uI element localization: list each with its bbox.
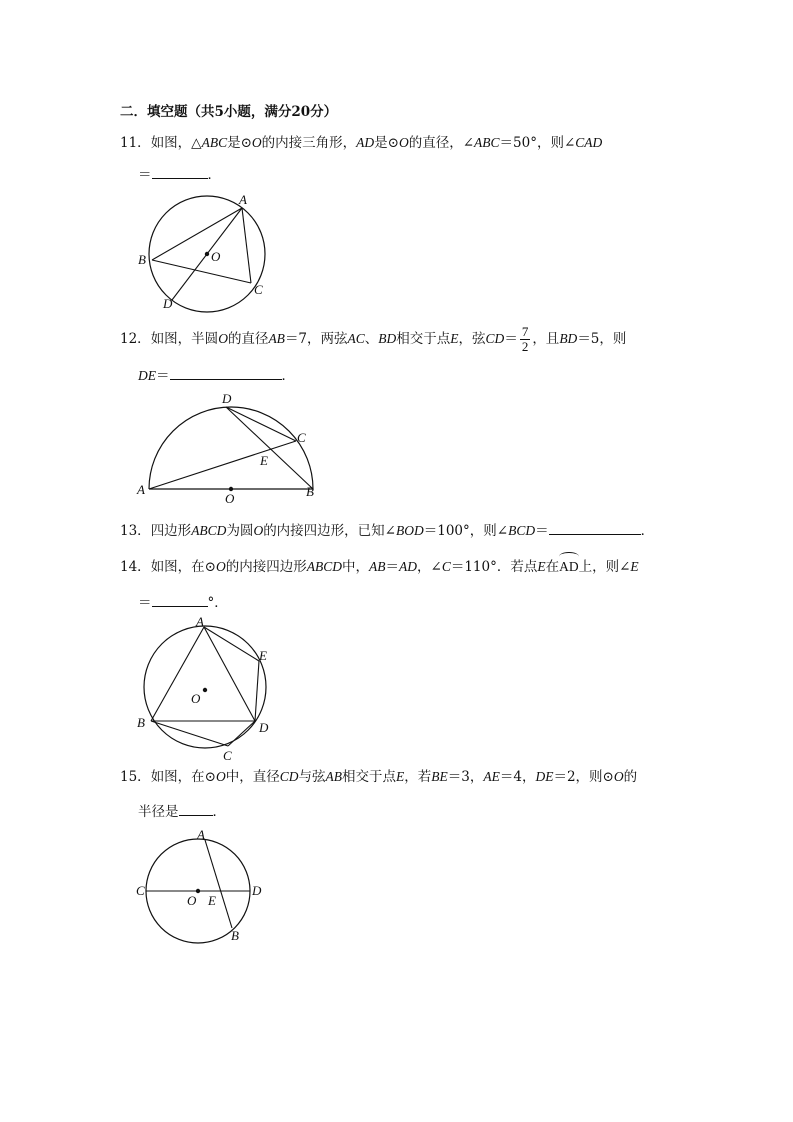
q12-fraction: $\frac{7}{2}$ <box>521 324 529 354</box>
q12-label-o: O <box>225 491 235 506</box>
q15-answer-line: 半径是 ． <box>138 801 226 821</box>
q15-label-e: E <box>208 893 216 908</box>
section-heading: 二．填空题（共5小题，满分20分） <box>120 104 338 120</box>
q13-text: 13．四边形ABCD为圆O的内接四边形，已知∠BOD＝100°，则∠BCD＝ ． <box>120 520 654 540</box>
q12-label-a: A <box>137 482 145 497</box>
q15-label-b: B <box>231 928 239 943</box>
q15-label-d: D <box>252 883 262 898</box>
q11-label-d: D <box>163 296 173 311</box>
q15-chord-ab <box>205 840 232 928</box>
q15-label-o: O <box>187 893 197 908</box>
q11-answer-line: ＝ ． <box>138 164 221 184</box>
q15-text: 15．如图，在⊙O中，直径CD与弦AB相交于点E，若BE＝3，AE＝4，DE＝2，则⊙O的 <box>120 769 638 785</box>
q12-label-b: B <box>306 484 314 499</box>
q11-label-a: A <box>239 192 247 207</box>
q14-text: 14．如图，在⊙O的内接四边形ABCD中，AB＝AD，∠C＝110°．若点E在AD上，则∠E <box>120 559 639 575</box>
q12-label-d: D <box>222 391 232 406</box>
q14-label-d: D <box>259 720 269 735</box>
q14-label-c: C <box>223 748 232 763</box>
q12-answer-line: DE＝ ． <box>138 365 295 385</box>
q15-label-c: C <box>136 883 145 898</box>
q11-label-o: O <box>211 249 221 264</box>
q14-answer-line: ＝ °． <box>138 592 228 612</box>
q14-label-a: A <box>196 614 204 629</box>
q14-arc-ad: AD <box>559 559 579 574</box>
q12-text: 12．如图，半圆O的直径AB＝7，两弦AC、BD相交于点E，弦CD＝ $\frac{7}{2}$ ，且BD＝5，则 <box>120 324 627 354</box>
q12-label-c: C <box>297 430 306 445</box>
q11-text: 11．如图，△ABC是⊙O的内接三角形，AD是⊙O的直径，∠ABC＝50°，则∠CAD <box>120 135 603 151</box>
q11-label-c: C <box>254 282 263 297</box>
q15-label-a: A <box>197 827 205 842</box>
q14-label-e: E <box>259 648 267 663</box>
q14-label-b: B <box>137 715 145 730</box>
q14-label-o: O <box>191 691 201 706</box>
q12-label-e: E <box>260 453 268 468</box>
q15-center-dot <box>196 889 200 893</box>
q11-label-b: B <box>138 252 146 267</box>
